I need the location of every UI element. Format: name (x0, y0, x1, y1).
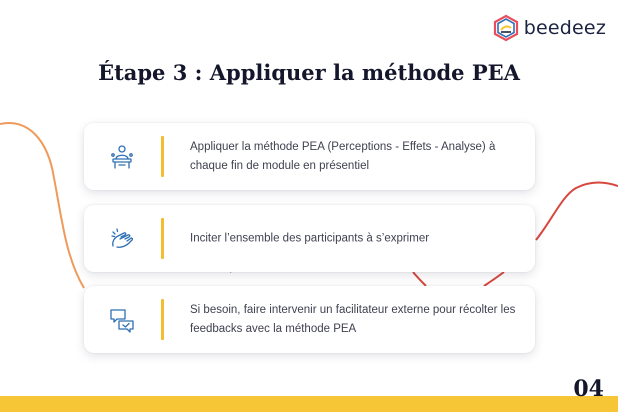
card-separator (161, 136, 164, 177)
step-card-text: Si besoin, faire intervenir un facilitateur externe pour récolter les feedbacks avec la méthode PEA (190, 303, 516, 335)
slide-title: Étape 3 : Appliquer la méthode PEA (98, 60, 520, 85)
card-separator (161, 218, 164, 259)
page-number: 04 (573, 376, 604, 402)
teacher-at-desk-icon (109, 144, 135, 170)
step-card-3 (84, 286, 535, 353)
step-card-text: Inciter l’ensemble des participants à s’exprimer (190, 232, 430, 244)
brand-name: beedeez (523, 17, 606, 39)
footer-bar (0, 396, 618, 412)
step-card-1 (84, 123, 535, 190)
step-card-2 (84, 205, 535, 272)
red-curve-right (536, 183, 618, 241)
beedeez-logo-icon (492, 14, 520, 42)
step-card-text: Appliquer la méthode PEA (Perceptions - Effets - Analyse) à chaque fin de module en présentiel (190, 140, 496, 172)
chat-bubbles-icon (109, 307, 135, 333)
orange-curve (0, 123, 84, 288)
card-separator (161, 299, 164, 340)
clapping-hands-icon (109, 226, 135, 252)
brand-logo (492, 14, 606, 42)
